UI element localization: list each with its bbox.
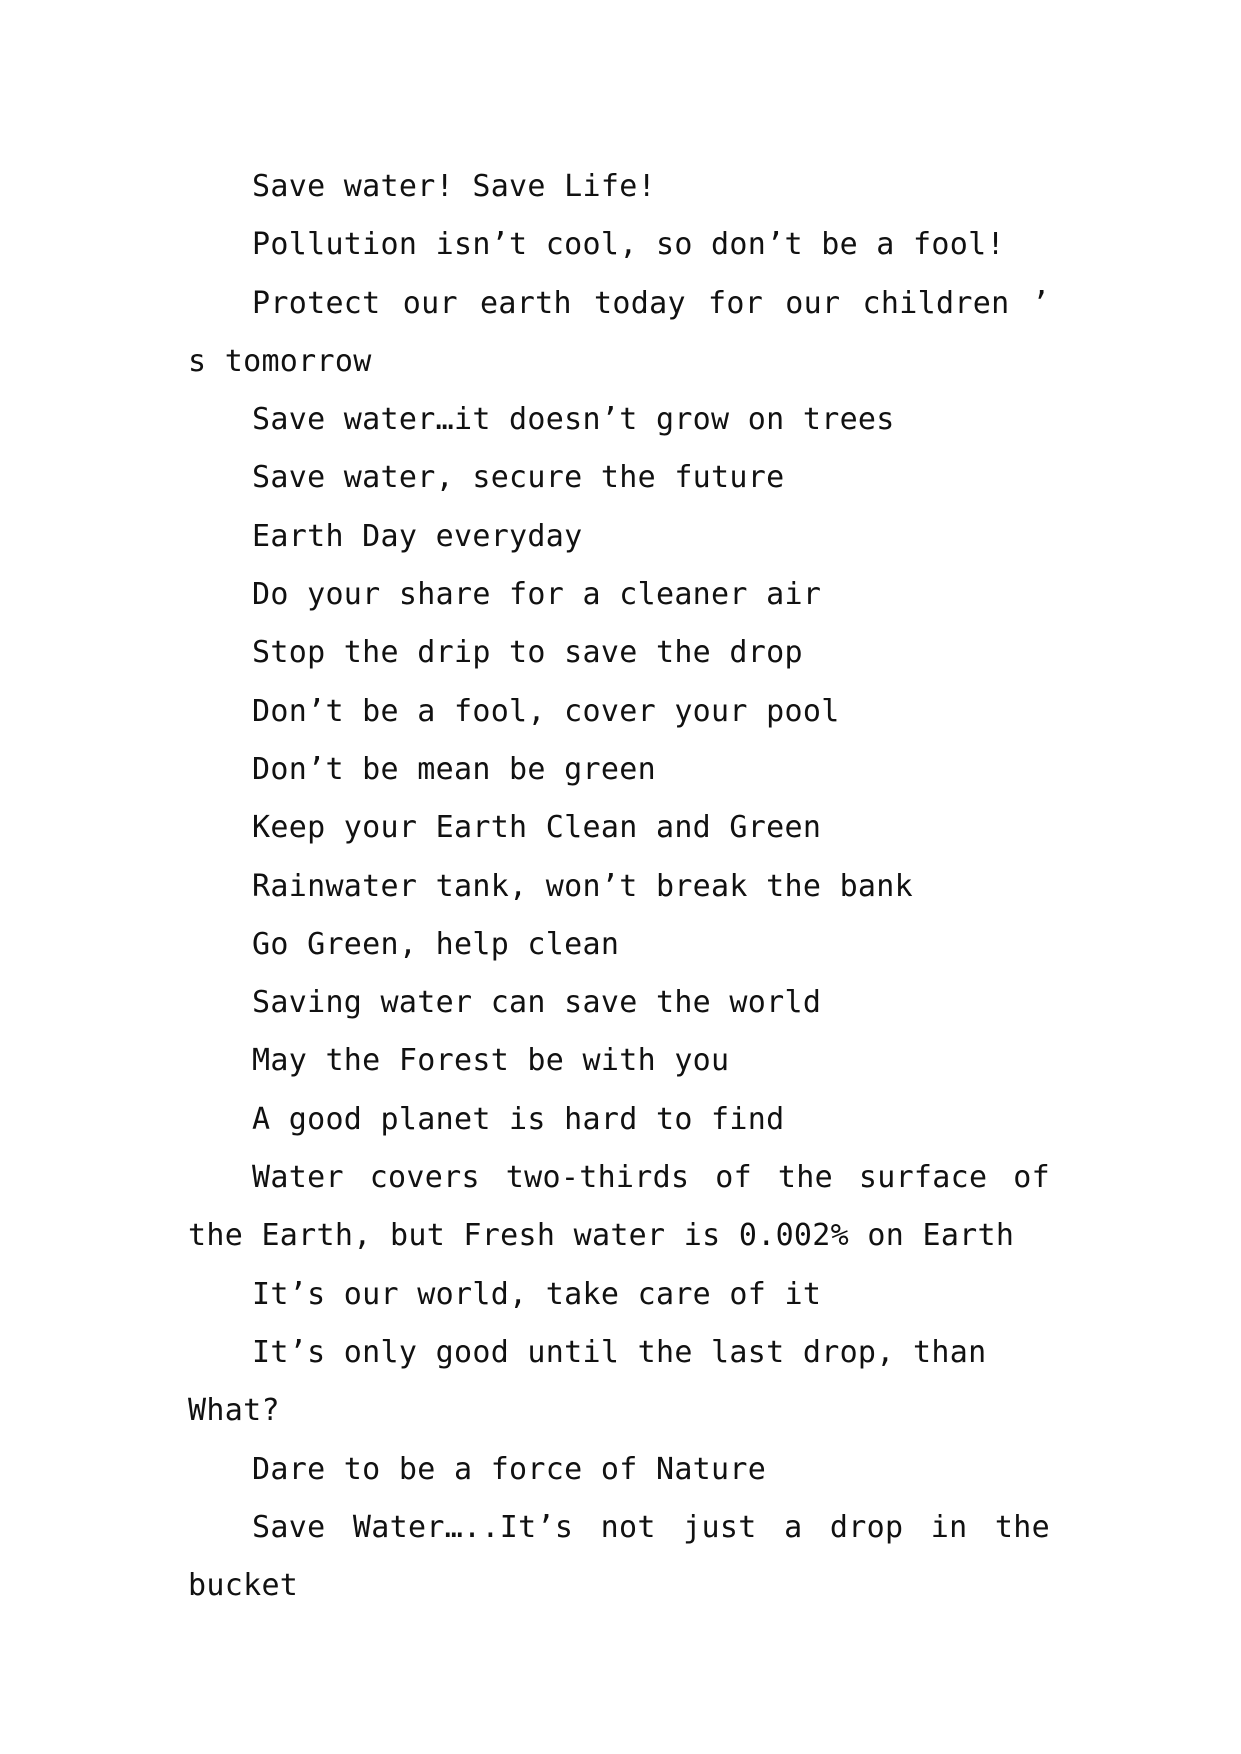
slogan-line: Dare to be a force of Nature	[252, 1451, 767, 1487]
slogan-line: Do your share for a cleaner air	[252, 577, 822, 613]
slogan-line: Keep your Earth Clean and Green	[252, 810, 822, 846]
slogan-line: Don’t be mean be green	[252, 751, 656, 787]
slogan-line: Stop the drip to save the drop	[252, 635, 803, 671]
slogan-line: Don’t be a fool, cover your pool	[252, 693, 840, 729]
slogan-line: Save Water…..It’s not just a drop in the bucket	[188, 1509, 1050, 1604]
slogan-line: Rainwater tank, won’t break the bank	[252, 868, 914, 904]
slogan-line: Save water…it doesn’t grow on trees	[252, 402, 895, 438]
slogan-line: Pollution isn’t cool, so don’t be a fool!	[252, 227, 1005, 263]
slogan-line: Saving water can save the world	[252, 985, 822, 1021]
slogan-line: Go Green, help clean	[252, 926, 620, 962]
slogan-line: It’s only good until the last drop, than What?	[188, 1334, 987, 1429]
slogan-line: Earth Day everyday	[252, 518, 583, 554]
slogan-list	[188, 158, 1050, 1615]
slogan-line: Save water, secure the future	[252, 460, 785, 496]
slogan-line: Save water! Save Life!	[252, 169, 656, 204]
slogan-line: A good planet is hard to find	[252, 1101, 785, 1137]
slogan-line: May the Forest be with you	[252, 1043, 730, 1079]
slogan-line: Water covers two-thirds of the surface of the Earth, but Fresh water is 0.002% on Earth	[188, 1160, 1050, 1254]
slogan-line: It’s our world, take care of it	[252, 1276, 822, 1312]
slogan-line: Protect our earth today for our children ’ s tomorrow	[188, 285, 1050, 379]
